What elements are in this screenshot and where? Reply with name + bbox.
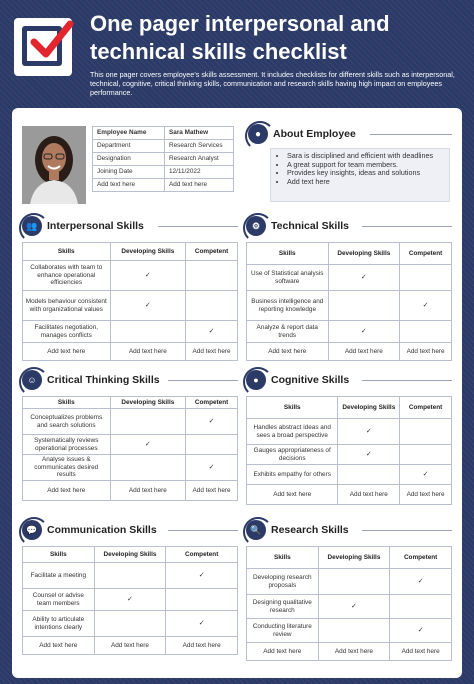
interpersonal-skills-table (22, 242, 238, 361)
checkmark-icon: ✓ (350, 602, 357, 610)
about-item: • Add text here (287, 178, 441, 187)
critical-title: Critical Thinking Skills (47, 374, 160, 386)
skill-cell: Analyse issues & communicates desired results (23, 455, 111, 481)
skill-cell: Exhibits empathy for others (247, 465, 338, 485)
divider (362, 226, 452, 227)
skill-cell: Conceptualizes problems and search solutions (23, 409, 111, 435)
competent-cell (390, 619, 452, 643)
person-icon: ● (248, 124, 268, 144)
about-item: • Provides key insights, ideas and solutions (287, 169, 441, 178)
checkmark-icon: ✓ (422, 470, 429, 478)
column-header-skills: Skills (23, 243, 111, 261)
interpersonal-title: Interpersonal Skills (47, 220, 144, 232)
developing-cell: Add text here (338, 485, 400, 505)
column-header-competent: Competent (166, 547, 238, 563)
checkmark-icon: ✓ (198, 619, 205, 627)
skill-cell: Use of Statistical analysis software (247, 265, 329, 291)
column-header-skills: Skills (23, 547, 95, 563)
developing-cell (110, 321, 186, 343)
table-row (247, 265, 452, 291)
competent-cell (400, 291, 452, 321)
profile-label: Add text here (93, 179, 165, 192)
cognitive-header (246, 370, 349, 390)
competent-cell (186, 409, 238, 435)
column-header-competent: Competent (400, 243, 452, 265)
skill-cell: Add text here (247, 485, 338, 505)
skill-cell: Conducting literature review (247, 619, 319, 643)
profile-row (93, 153, 234, 166)
developing-cell (338, 419, 400, 445)
checkmark-icon: ✓ (360, 273, 367, 281)
competent-cell (186, 261, 238, 291)
profile-value: 12/11/2022 (165, 166, 234, 179)
table-row (23, 481, 238, 501)
critical-header (22, 370, 160, 390)
about-box (270, 148, 450, 202)
profile-value: Sara Mathew (165, 127, 234, 140)
developing-cell: Add text here (110, 481, 186, 501)
developing-cell (94, 611, 166, 637)
skill-cell: Collaborates with team to enhance operational efficiencies (23, 261, 111, 291)
chat-people-icon: 💬 (22, 520, 42, 540)
developing-cell (110, 455, 186, 481)
competent-cell (390, 595, 452, 619)
profile-label: Designation (93, 153, 165, 166)
profile-label: Employee Name (93, 127, 165, 140)
employee-photo (22, 126, 86, 204)
developing-cell (318, 619, 390, 643)
developing-cell (318, 595, 390, 619)
developing-cell (110, 261, 186, 291)
competent-cell: Add text here (400, 485, 452, 505)
skill-cell: Add text here (23, 343, 111, 361)
cognitive-title: Cognitive Skills (271, 374, 350, 386)
skill-cell: Add text here (247, 343, 329, 361)
table-row (247, 569, 452, 595)
table-row (247, 465, 452, 485)
skill-cell: Add text here (23, 637, 95, 655)
competent-cell (186, 435, 238, 455)
developing-cell (110, 409, 186, 435)
checkmark-icon: ✓ (422, 301, 429, 309)
about-item: • Sara is disciplined and efficient with deadlines (287, 152, 441, 161)
gear-icon: ⚙ (246, 216, 266, 236)
divider (168, 380, 238, 381)
profile-label: Joining Date (93, 166, 165, 179)
divider (168, 530, 238, 531)
skill-cell: Business intelligence and reporting knowledge (247, 291, 329, 321)
competent-cell (166, 589, 238, 611)
research-header (246, 520, 349, 540)
column-header-competent: Competent (400, 397, 452, 419)
checkmark-icon: ✓ (198, 571, 205, 579)
table-row (23, 611, 238, 637)
developing-cell (94, 589, 166, 611)
profile-row (93, 166, 234, 179)
research-skills-table (246, 546, 452, 661)
divider (158, 226, 238, 227)
table-row (247, 619, 452, 643)
profile-row (93, 127, 234, 140)
column-header-skills: Skills (23, 397, 111, 409)
table-row (23, 321, 238, 343)
table-row (247, 595, 452, 619)
competent-cell (166, 611, 238, 637)
developing-cell: Add text here (318, 643, 390, 661)
technical-skills-table (246, 242, 452, 361)
column-header-competent: Competent (390, 547, 452, 569)
divider (370, 134, 452, 135)
communication-header (22, 520, 157, 540)
critical-skills-table (22, 396, 238, 501)
developing-cell: Add text here (328, 343, 400, 361)
checkmark-icon: ✓ (208, 327, 215, 335)
about-item: • A great support for team members. (287, 161, 441, 170)
checkmark-icon: ✓ (360, 327, 367, 335)
competent-cell (400, 465, 452, 485)
profile-table (92, 126, 234, 192)
competent-cell: Add text here (186, 481, 238, 501)
developing-cell (328, 291, 400, 321)
table-row (23, 261, 238, 291)
skill-cell: Counsel or advise team members (23, 589, 95, 611)
table-row (247, 485, 452, 505)
column-header-developing: Developing Skills (110, 243, 186, 261)
skill-cell: Systematically reviews operational processes (23, 435, 111, 455)
column-header-developing: Developing Skills (328, 243, 400, 265)
competent-cell: Add text here (390, 643, 452, 661)
technical-title: Technical Skills (271, 220, 350, 232)
competent-cell (400, 321, 452, 343)
table-row (247, 445, 452, 465)
competent-cell (400, 419, 452, 445)
skill-cell: Add text here (247, 643, 319, 661)
skill-cell: Add text here (23, 481, 111, 501)
competent-cell: Add text here (186, 343, 238, 361)
checkmark-icon: ✓ (417, 626, 424, 634)
column-header-developing: Developing Skills (110, 397, 186, 409)
table-row (23, 291, 238, 321)
developing-cell (328, 265, 400, 291)
competent-cell (186, 321, 238, 343)
checkmark-icon: ✓ (365, 427, 372, 435)
technical-header (246, 216, 349, 236)
checkmark-icon: ✓ (208, 463, 215, 471)
skill-cell: Handles abstract ideas and sees a broad perspective (247, 419, 338, 445)
profile-value: Research Analyst (165, 153, 234, 166)
competent-cell (400, 265, 452, 291)
column-header-skills: Skills (247, 547, 319, 569)
skill-cell: Gauges appropriateness of decisions (247, 445, 338, 465)
table-row (23, 343, 238, 361)
table-row (247, 321, 452, 343)
table-row (23, 455, 238, 481)
checkmark-icon: ✓ (144, 271, 151, 279)
divider (362, 530, 452, 531)
column-header-competent: Competent (186, 243, 238, 261)
communication-title: Communication Skills (47, 524, 157, 536)
competent-cell (390, 569, 452, 595)
table-row (247, 419, 452, 445)
checkmark-icon: ✓ (208, 417, 215, 425)
column-header-skills: Skills (247, 243, 329, 265)
page-description: This one pager covers employee’s skills assessment. It includes checklists for different skills such as interpersonal, technical, cognitive, critical thinking skills, communication and research skills having high impact on employees performance. (90, 70, 455, 97)
developing-cell (338, 465, 400, 485)
profile-row (93, 140, 234, 153)
skill-cell: Designing qualitative research (247, 595, 319, 619)
developing-cell (94, 563, 166, 589)
table-row (23, 589, 238, 611)
column-header-developing: Developing Skills (94, 547, 166, 563)
cognitive-skills-table (246, 396, 452, 505)
table-row (23, 563, 238, 589)
developing-cell (328, 321, 400, 343)
developing-cell (110, 435, 186, 455)
skill-cell: Developing research proposals (247, 569, 319, 595)
profile-label: Department (93, 140, 165, 153)
table-row (23, 435, 238, 455)
communication-skills-table (22, 546, 238, 655)
table-row (247, 643, 452, 661)
table-row (247, 343, 452, 361)
table-row (23, 409, 238, 435)
column-header-competent: Competent (186, 397, 238, 409)
checkmark-icon: ✓ (365, 450, 372, 458)
competent-cell: Add text here (166, 637, 238, 655)
developing-cell (110, 291, 186, 321)
column-header-developing: Developing Skills (318, 547, 390, 569)
profile-row (93, 179, 234, 192)
checkmark-icon: ✓ (417, 577, 424, 585)
developing-cell: Add text here (94, 637, 166, 655)
checklist-logo-icon (14, 18, 72, 76)
skill-cell: Models behaviour consistent with organizational values (23, 291, 111, 321)
table-row (23, 637, 238, 655)
competent-cell (400, 445, 452, 465)
interpersonal-header (22, 216, 144, 236)
column-header-developing: Developing Skills (338, 397, 400, 419)
competent-cell: Add text here (400, 343, 452, 361)
checkmark-icon: ✓ (144, 301, 151, 309)
head-gear-icon: ☺ (22, 370, 42, 390)
research-title: Research Skills (271, 524, 349, 536)
skill-cell: Facilitates negotiation, manages conflicts (23, 321, 111, 343)
skill-cell: Facilitate a meeting (23, 563, 95, 589)
profile-value: Add text here (165, 179, 234, 192)
competent-cell (186, 455, 238, 481)
profile-value: Research Services (165, 140, 234, 153)
competent-cell (166, 563, 238, 589)
about-title: About Employee (273, 128, 356, 140)
about-header (248, 124, 356, 144)
table-row (247, 291, 452, 321)
skill-cell: Ability to articulate intentions clearly (23, 611, 95, 637)
research-icon: 🔍 (246, 520, 266, 540)
developing-cell: Add text here (110, 343, 186, 361)
skill-cell: Analyze & report data trends (247, 321, 329, 343)
developing-cell (318, 569, 390, 595)
competent-cell (186, 291, 238, 321)
developing-cell (338, 445, 400, 465)
page-title: One pager interpersonal and technical skills checklist (90, 11, 390, 64)
brain-icon: ● (246, 370, 266, 390)
divider (362, 380, 452, 381)
checkmark-icon: ✓ (144, 440, 151, 448)
column-header-skills: Skills (247, 397, 338, 419)
checkmark-icon: ✓ (127, 595, 133, 603)
people-icon: 👥 (22, 216, 42, 236)
